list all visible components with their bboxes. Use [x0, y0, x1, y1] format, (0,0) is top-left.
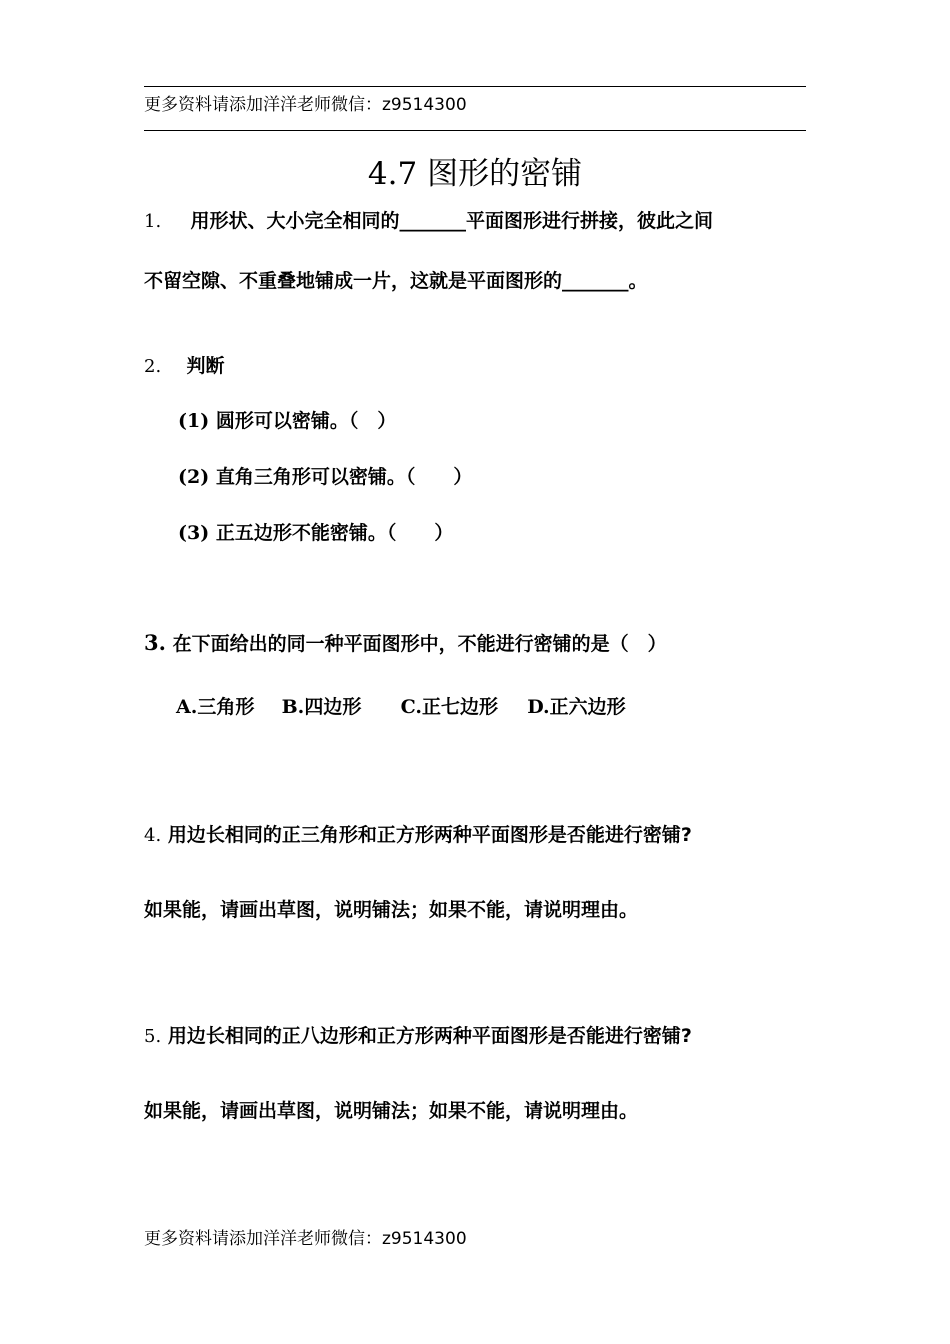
question-2-item-label: (2): [178, 466, 210, 488]
option-c-text: 正七边形: [421, 696, 498, 718]
question-1-number: 1.: [144, 211, 162, 232]
question-5-line-1: [144, 1021, 692, 1048]
option-a: [176, 696, 261, 718]
question-4-text-line-1: 用边长相同的正三角形和正方形两种平面图形是否能进行密铺?: [167, 824, 692, 846]
question-3-options: [176, 692, 626, 719]
option-b: [282, 696, 368, 718]
question-3-text: 在下面给出的同一种平面图形中，不能进行密铺的是（ ）: [172, 633, 667, 655]
header-top-rule: [144, 86, 806, 87]
option-c-letter: C.: [400, 696, 422, 718]
option-b-text: 四边形: [304, 696, 362, 718]
header-text: 更多资料请添加洋洋老师微信：z9514300: [144, 95, 467, 115]
question-3-number: 3.: [144, 630, 166, 655]
question-4-number: 4.: [144, 825, 162, 846]
option-d: [527, 696, 625, 718]
question-2-number: 2.: [144, 356, 162, 377]
question-2-item-text: 正五边形不能密铺。（ ）: [215, 522, 454, 544]
question-2-item: [178, 462, 472, 489]
option-b-letter: B.: [281, 696, 305, 718]
question-2-item-label: (3): [178, 522, 210, 544]
option-d-letter: D.: [527, 696, 550, 718]
question-2-item-text: 圆形可以密铺。（ ）: [215, 410, 397, 432]
question-4-line-1: [144, 820, 692, 847]
option-a-letter: A.: [176, 696, 198, 718]
question-5-text-line-1: 用边长相同的正八边形和正方形两种平面图形是否能进行密铺?: [167, 1025, 692, 1047]
question-5-text-line-2: 如果能，请画出草图，说明铺法；如果不能，请说明理由。: [144, 1100, 639, 1122]
question-2-item: [178, 518, 453, 545]
option-d-text: 正六边形: [549, 696, 626, 718]
option-a-text: 三角形: [197, 696, 255, 718]
question-1-line-1: [144, 206, 713, 233]
footer-text: 更多资料请添加洋洋老师微信：z9514300: [144, 1229, 467, 1249]
question-1-text-line-2: 不留空隙、不重叠地铺成一片，这就是平面图形的_______。: [144, 270, 648, 292]
question-2-heading-line: [144, 351, 224, 378]
option-c: [401, 696, 505, 718]
question-1-text-line-1: 用形状、大小完全相同的_______平面图形进行拼接，彼此之间: [190, 210, 713, 232]
question-2-item: [178, 406, 396, 433]
question-2-item-label: (1): [178, 410, 210, 432]
question-5-number: 5.: [144, 1026, 162, 1047]
header-bottom-rule: [144, 130, 806, 131]
question-2-item-text: 直角三角形可以密铺。（ ）: [215, 466, 473, 488]
question-2-heading: 判断: [186, 355, 225, 377]
question-4-text-line-2: 如果能，请画出草图，说明铺法；如果不能，请说明理由。: [144, 899, 639, 921]
question-3-line: [144, 629, 667, 656]
page-title: 4.7 图形的密铺: [367, 156, 583, 192]
